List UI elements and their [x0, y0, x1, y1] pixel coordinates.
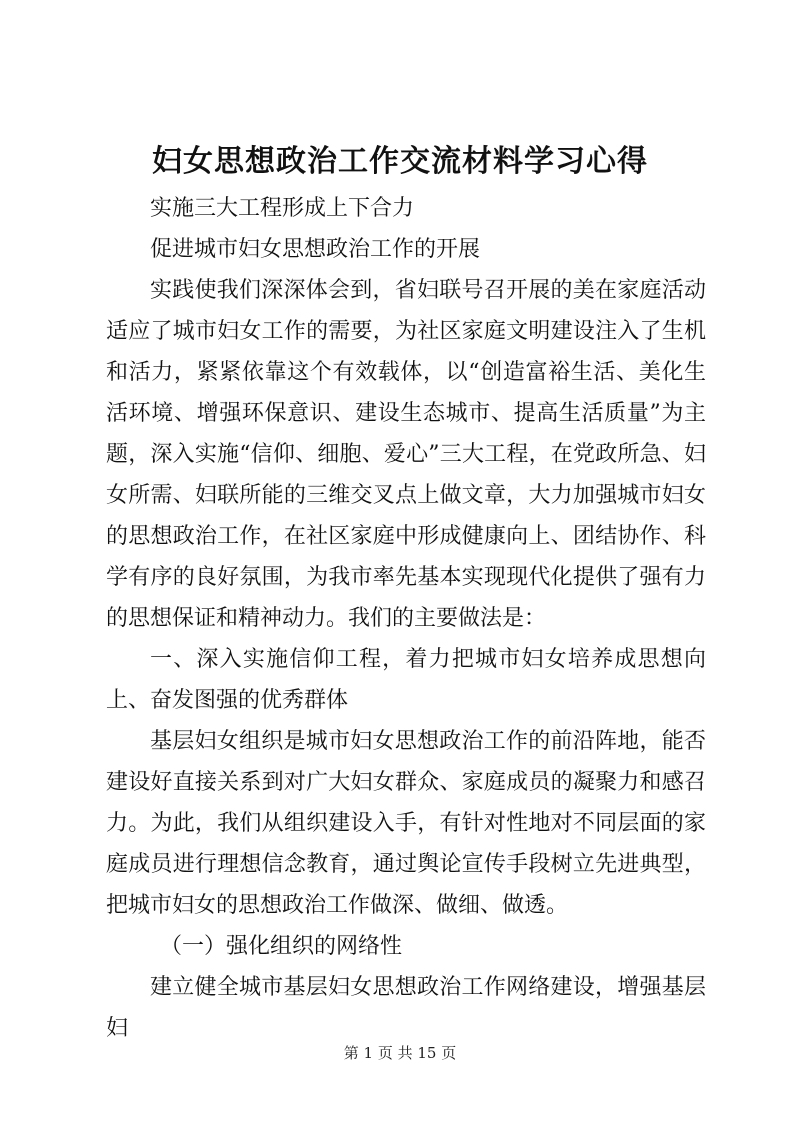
document-body: [106, 188, 706, 1049]
document-title: 妇女思想政治工作交流材料学习心得: [152, 144, 648, 179]
subtitle-line-1: 实施三大工程形成上下合力: [150, 196, 415, 221]
section-heading-1: 一、深入实施信仰工程，着力把城市妇女培养成思想向上、奋发图强的优秀群体: [106, 647, 706, 713]
body-paragraph-section-1: 基层妇女组织是城市妇女思想政治工作的前沿阵地，能否建设好直接关系到对广大妇女群众、家庭成员的凝聚力和感召力。为此，我们从组织建设入手，有针对性地对不同层面的家庭成员进行理想信念教育，通过舆论宣传手段树立先进典型，把城市妇女的思想政治工作做深、做细、做透。: [106, 729, 706, 918]
body-paragraph-intro: 实践使我们深深体会到，省妇联号召开展的美在家庭活动适应了城市妇女工作的需要，为社区家庭文明建设注入了生机和活力，紧紧依靠这个有效载体，以“创造富裕生活、美化生活环境、增强环保意识、建设生态城市、提高生活质量”为主题，深入实施“信仰、细胞、爱心”三大工程，在党政所急、妇女所需、妇联所能的三维交叉点上做文章，大力加强城市妇女的思想政治工作，在社区家庭中形成健康向上、团结协作、科学有序的良好氛围，为我市率先基本实现现代化提供了强有力的思想保证和精神动力。我们的主要做法是：: [106, 278, 706, 631]
subtitle-line-2: 促进城市妇女思想政治工作的开展: [150, 237, 481, 262]
page-number-footer: 第 1 页 共 15 页: [343, 1044, 457, 1062]
body-paragraph-subsection-1: 建立健全城市基层妇女思想政治工作网络建设，增强基层妇: [106, 975, 706, 1041]
subsection-heading-1: （一）强化组织的网络性: [160, 934, 403, 959]
